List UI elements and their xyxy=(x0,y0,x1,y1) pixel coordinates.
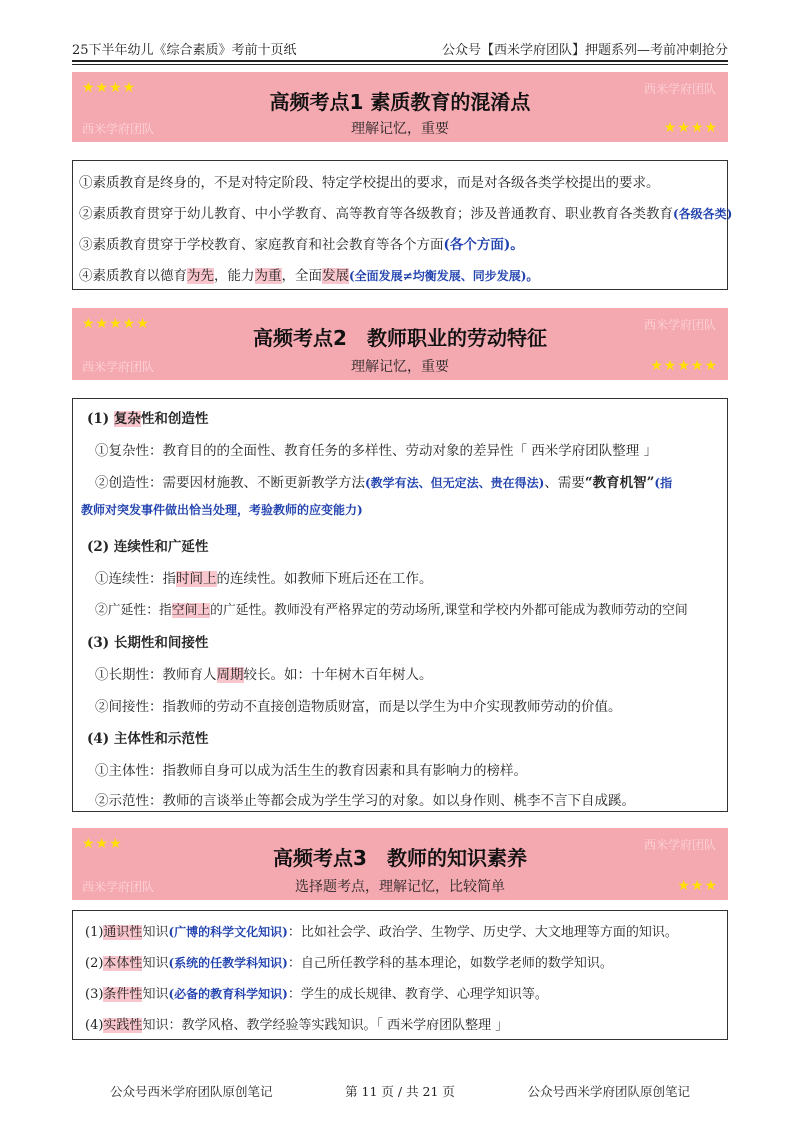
group-heading xyxy=(87,407,208,427)
text-fragment: (1) xyxy=(87,411,110,427)
list-item xyxy=(79,202,732,222)
list-item xyxy=(85,1014,508,1033)
highlight: 发展 xyxy=(322,268,349,284)
list-item xyxy=(79,264,538,284)
header-right-text: 公众号【西米学府团队】押题系列—考前冲刺抢分 xyxy=(441,42,728,58)
watermark-text: 西米学府团队 xyxy=(643,318,716,332)
group-heading: (3) 长期性和间接性 xyxy=(87,635,209,651)
page-header xyxy=(72,36,728,60)
text-fragment: 性和创造性 xyxy=(140,411,209,427)
page-footer xyxy=(110,1082,690,1100)
watermark-text: 西米学府团队 xyxy=(82,360,155,374)
list-item xyxy=(85,921,678,940)
list-item-note: 教师对突发事件做出恰当处理，考验教师的应变能力) xyxy=(81,503,363,517)
highlight: 空间上 xyxy=(171,603,211,618)
section3-banner xyxy=(72,828,728,900)
page-number: 第 11 页 / 共 21 页 xyxy=(345,1084,455,1099)
text-fragment: 、需要 xyxy=(544,475,585,491)
header-rule-thin xyxy=(72,64,728,65)
section1-banner xyxy=(72,72,728,142)
section1-subtitle: 理解记忆，重要 xyxy=(351,121,449,137)
text-fragment: ：比如社会学、政治学、生物学、历史学、大文地理等方面的知识。 xyxy=(287,925,678,940)
stars-icon: ★★★ xyxy=(82,836,123,852)
watermark-text: 西米学府团队 xyxy=(82,122,155,136)
section3-subtitle: 选择题考点，理解记忆，比较简单 xyxy=(295,879,505,895)
text-fragment: 的广延性。教师没有严格界定的劳动场所,课堂和学校内外都可能成为教师劳动的空间 xyxy=(210,603,688,618)
section2-subtitle: 理解记忆，重要 xyxy=(351,359,449,375)
list-item-note: (指 xyxy=(654,476,673,490)
text-fragment: 知识 xyxy=(142,987,169,1002)
list-item xyxy=(79,233,524,253)
highlight: 复杂 xyxy=(113,411,141,427)
list-item: ②间接性：指教师的劳动不直接创造物质财富，而是以学生为中介实现教师劳动的价值。 xyxy=(95,699,622,715)
section1-content-box xyxy=(72,160,733,290)
text-fragment: ②广延性：指 xyxy=(95,603,172,618)
text-fragment: (2) xyxy=(85,956,104,971)
text-fragment: ：学生的成长规律、教育学、心理学知识等。 xyxy=(287,987,548,1002)
text-fragment: ，能力 xyxy=(214,268,255,284)
stars-icon: ★★★★ xyxy=(82,80,137,96)
section2-banner xyxy=(72,308,728,380)
text-fragment: 知识 xyxy=(142,925,169,940)
group-heading: (4) 主体性和示范性 xyxy=(87,731,209,747)
list-item-note: (教学有法、但无定法、贵在得法) xyxy=(365,476,545,490)
highlight: 条件性 xyxy=(103,987,143,1002)
stars-icon: ★★★★★ xyxy=(82,316,150,332)
text-fragment: (1) xyxy=(85,925,104,940)
list-item xyxy=(85,983,548,1002)
footer-right-text: 公众号西米学府团队原创笔记 xyxy=(527,1084,690,1099)
section3-title: 高频考点3 教师的知识素养 xyxy=(273,846,527,870)
list-item xyxy=(85,952,613,971)
stars-icon: ★★★ xyxy=(677,878,718,894)
section2-content-box xyxy=(72,398,728,812)
text-fragment: 的连续性。如教师下班后还在工作。 xyxy=(216,571,433,587)
list-item-text: ②素质教育贯穿于幼儿教育、中小学教育、高等教育等各级教育；涉及普通教育、职业教育各类教育 xyxy=(79,206,673,222)
text-fragment: (3) xyxy=(85,987,104,1002)
bold-term: “教育机智” xyxy=(584,475,655,491)
text-fragment: ：自己所任教学科的基本理论，如数学老师的数学知识。 xyxy=(287,956,613,971)
list-item: ①复杂性：教育目的的全面性、教育任务的多样性、劳动对象的差异性「 西米学府团队整理 」 xyxy=(95,443,658,459)
list-item: ①主体性：指教师自身可以成为活生生的教育因素和具有影响力的榜样。 xyxy=(95,763,527,779)
watermark-text: 西米学府团队 xyxy=(643,82,716,96)
list-item-note: (系统的任教学科知识) xyxy=(168,956,288,970)
highlight: 为先 xyxy=(187,268,214,284)
text-fragment: 较长。如：十年树木百年树人。 xyxy=(243,667,433,683)
list-item xyxy=(95,471,672,491)
text-fragment: 知识 xyxy=(142,956,169,971)
section2-title: 高频考点2 教师职业的劳动特征 xyxy=(253,326,547,350)
header-rule xyxy=(72,60,728,62)
highlight: 时间上 xyxy=(176,571,217,587)
section3-content-box xyxy=(72,910,728,1040)
group-heading: (2) 连续性和广延性 xyxy=(87,539,209,555)
header-left-text: 25下半年幼儿《综合素质》考前十页纸 xyxy=(72,42,297,58)
list-item xyxy=(95,599,688,618)
text-fragment: (4) xyxy=(85,1018,104,1033)
highlight: 实践性 xyxy=(103,1018,143,1033)
list-item: ①素质教育是终身的，不是对特定阶段、特定学校提出的要求，而是对各级各类学校提出的要求。 xyxy=(79,175,660,191)
text-fragment: ，全面 xyxy=(281,268,322,284)
list-item-note: (全面发展≠均衡发展、同步发展)。 xyxy=(349,269,539,283)
list-item xyxy=(95,663,433,683)
list-item-note: (广博的科学文化知识) xyxy=(168,925,288,939)
section1-title: 高频考点1 素质教育的混淆点 xyxy=(269,90,531,114)
list-item-note: (必备的教育科学知识) xyxy=(168,987,288,1001)
text-fragment: ②创造性：需要因材施教、不断更新教学方法 xyxy=(95,475,365,491)
list-item-text: ③素质教育贯穿于学校教育、家庭教育和社会教育等各个方面 xyxy=(79,237,444,253)
text-fragment: ①连续性：指 xyxy=(95,571,176,587)
list-item xyxy=(95,567,433,587)
watermark-text: 西米学府团队 xyxy=(643,838,716,852)
highlight: 为重 xyxy=(254,268,282,284)
highlight: 通识性 xyxy=(103,925,143,940)
highlight: 周期 xyxy=(216,667,244,683)
text-fragment: ④素质教育以德育 xyxy=(79,268,187,284)
watermark-text: 西米学府团队 xyxy=(82,880,155,894)
footer-left-text: 公众号西米学府团队原创笔记 xyxy=(110,1084,273,1099)
text-fragment: 知识：教学风格、教学经验等实践知识。「 西米学府团队整理 」 xyxy=(142,1018,509,1033)
stars-icon: ★★★★★ xyxy=(650,358,718,374)
list-item: ②示范性：教师的言谈举止等都会成为学生学习的对象。如以身作则、桃李不言下自成蹊。 xyxy=(95,793,635,809)
text-fragment: ①长期性：教师育人 xyxy=(95,667,217,683)
stars-icon: ★★★★ xyxy=(663,120,718,136)
list-item-note: (各级各类) xyxy=(673,207,733,221)
list-item-note: (各个方面)。 xyxy=(443,237,524,253)
highlight: 本体性 xyxy=(103,956,143,971)
